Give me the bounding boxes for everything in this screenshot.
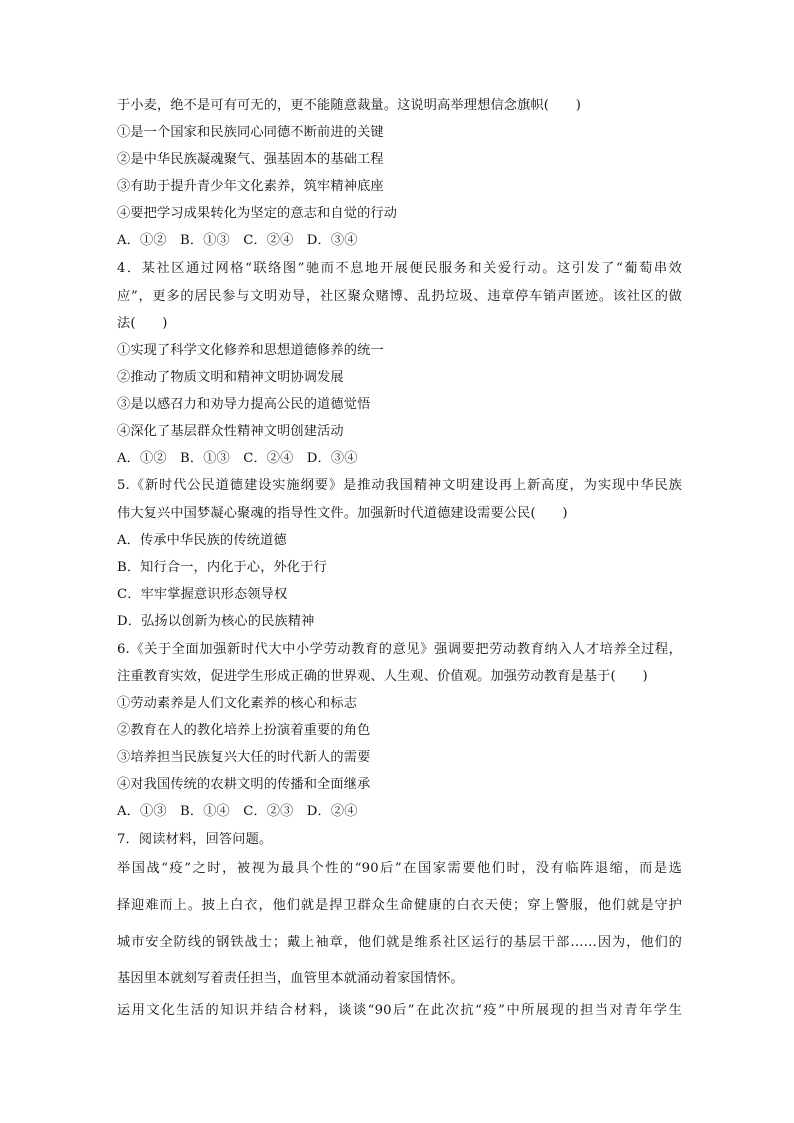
q6-option-1: ①劳动素养是人们文化素养的核心和标志 [117,696,358,711]
q4-stem-line-1: 4．某社区通过网格“联络图”驰而不息地开展便民服务和关爱行动。这引发了“葡萄串效 [117,261,682,276]
q5-stem-line-1: 5.《新时代公民道德建设实施纲要》是推动我国精神文明建设再上新高度，为实现中华民族 [117,478,682,493]
q7-material-line-4: 基因里本就刻写着责任担当，血管里本就涌动着家国情怀。 [117,971,464,986]
q4-option-1: ①实现了科学文化修养和思想道德修养的统一 [117,343,384,358]
q6-option-3: ③培养担当民族复兴大任的时代新人的需要 [117,750,371,765]
q5-stem-line-2: 伟大复兴中国梦凝心聚魂的指导性文件。加强新时代道德建设需要公民( ) [117,506,568,521]
q6-choices: A．①③ B．①④ C．②③ D．②④ [117,804,358,819]
q7-material-line-3: 城市安全防线的钢铁战士；戴上袖章，他们就是维系社区运行的基层干部……因为，他们的 [117,935,682,950]
q3-stem-continued: 于小麦，绝不是可有可无的，更不能随意裁量。这说明高举理想信念旗帜( ) [117,98,582,113]
q3-choices: A．①② B．①③ C．②④ D．③④ [117,233,358,248]
q6-stem-line-2: 注重教育实效，促进学生形成正确的世界观、人生观、价值观。加强劳动教育是基于( ) [117,669,648,684]
q6-stem-line-1: 6.《关于全面加强新时代大中小学劳动教育的意见》强调要把劳动教育纳入人才培养全过程， [117,642,682,657]
q7-heading: 7．阅读材料，回答问题。 [117,832,273,847]
q4-option-3: ③是以感召力和劝导力提高公民的道德觉悟 [117,397,371,412]
q6-option-4: ④对我国传统的农耕文明的传播和全面继承 [117,777,371,792]
q5-option-d: D．弘扬以创新为核心的民族精神 [117,614,315,629]
q4-option-4: ④深化了基层群众性精神文明创建活动 [117,424,344,439]
q5-option-c: C．牢牢掌握意识形态领导权 [117,587,288,602]
q4-option-2: ②推动了物质文明和精神文明协调发展 [117,370,344,385]
q4-stem-line-2: 应”，更多的居民参与文明劝导，社区聚众赌博、乱扔垃圾、违章停车销声匿迹。该社区的做 [117,289,682,304]
q7-question: 运用文化生活的知识并结合材料，谈谈“90后”在此次抗“疫”中所展现的担当对青年学生 [117,1003,682,1018]
q5-option-a: A．传承中华民族的传统道德 [117,533,287,548]
q7-material-line-2: 择迎难而上。披上白衣，他们就是捍卫群众生命健康的白衣天使；穿上警服，他们就是守护 [117,898,682,913]
q6-option-2: ②教育在人的教化培养上扮演着重要的角色 [117,723,371,738]
q4-stem-line-3: 法( ) [117,316,168,331]
q7-material-line-1: 举国战“疫”之时，被视为最具个性的“90后”在国家需要他们时，没有临阵退缩，而是选 [117,861,682,876]
q4-choices: A．①② B．①③ C．②④ D．③④ [117,451,358,466]
q3-option-1: ①是一个国家和民族同心同德不断前进的关键 [117,125,384,140]
q3-option-4: ④要把学习成果转化为坚定的意志和自觉的行动 [117,206,398,221]
q5-option-b: B．知行合一，内化于心，外化于行 [117,560,327,575]
q3-option-3: ③有助于提升青少年文化素养，筑牢精神底座 [117,179,384,194]
q3-option-2: ②是中华民族凝魂聚气、强基固本的基础工程 [117,152,384,167]
